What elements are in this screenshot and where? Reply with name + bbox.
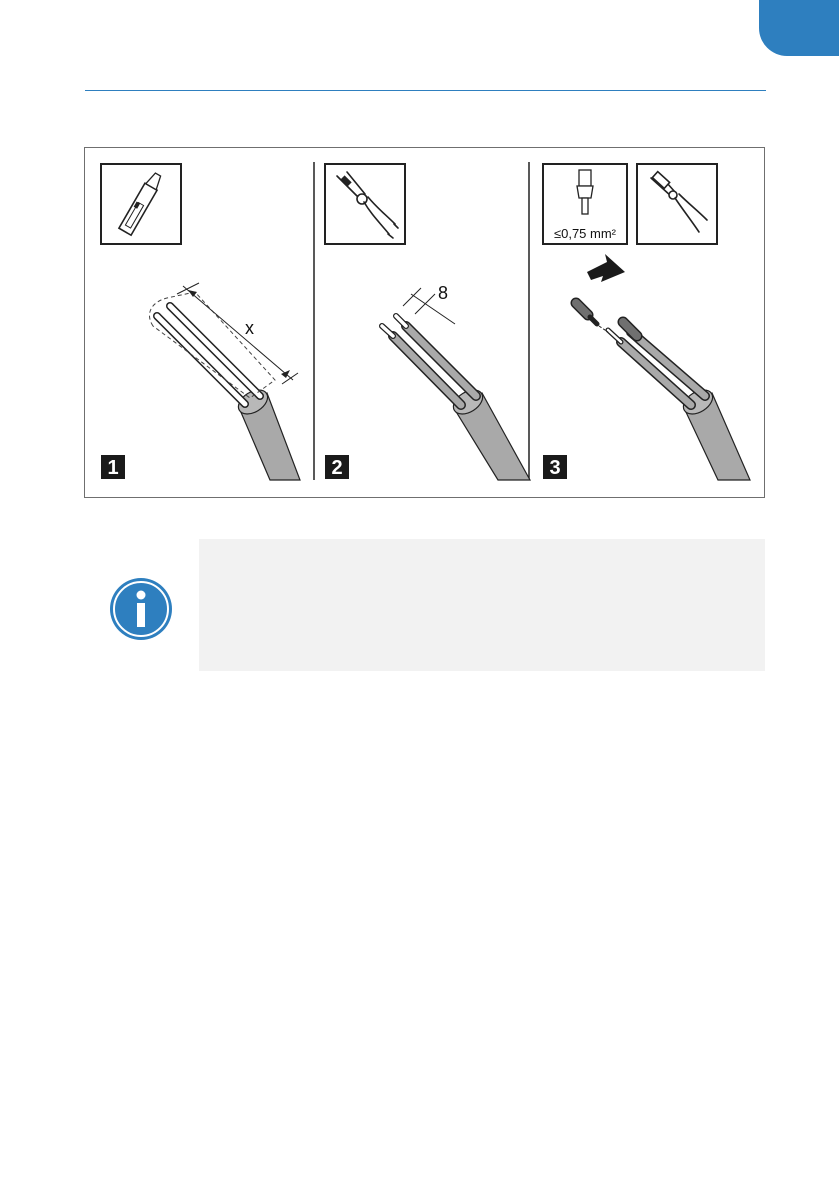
panel-step-2: [325, 164, 530, 480]
crimping-pliers-icon: [637, 164, 717, 244]
cable-prep-figure: [84, 147, 765, 498]
dimension-label-x: x: [245, 318, 254, 338]
dimension-label-8: 8: [438, 283, 449, 303]
ferrule-icon: [543, 164, 627, 244]
step-number: 1: [107, 457, 119, 479]
arrow-icon: [587, 254, 625, 282]
note-box: [199, 539, 765, 671]
step-number: 2: [331, 457, 343, 479]
info-icon: [108, 576, 174, 642]
page-edge-tab: [759, 0, 839, 60]
panel-step-1: [101, 164, 300, 480]
wire-stripper-icon: [325, 164, 405, 244]
step-number: 3: [549, 457, 561, 479]
ferrule-size-label: ≤0,75 mm²: [553, 226, 617, 241]
panel-step-3: [543, 164, 750, 480]
header-rule: [85, 90, 766, 91]
utility-knife-icon: [101, 164, 181, 244]
